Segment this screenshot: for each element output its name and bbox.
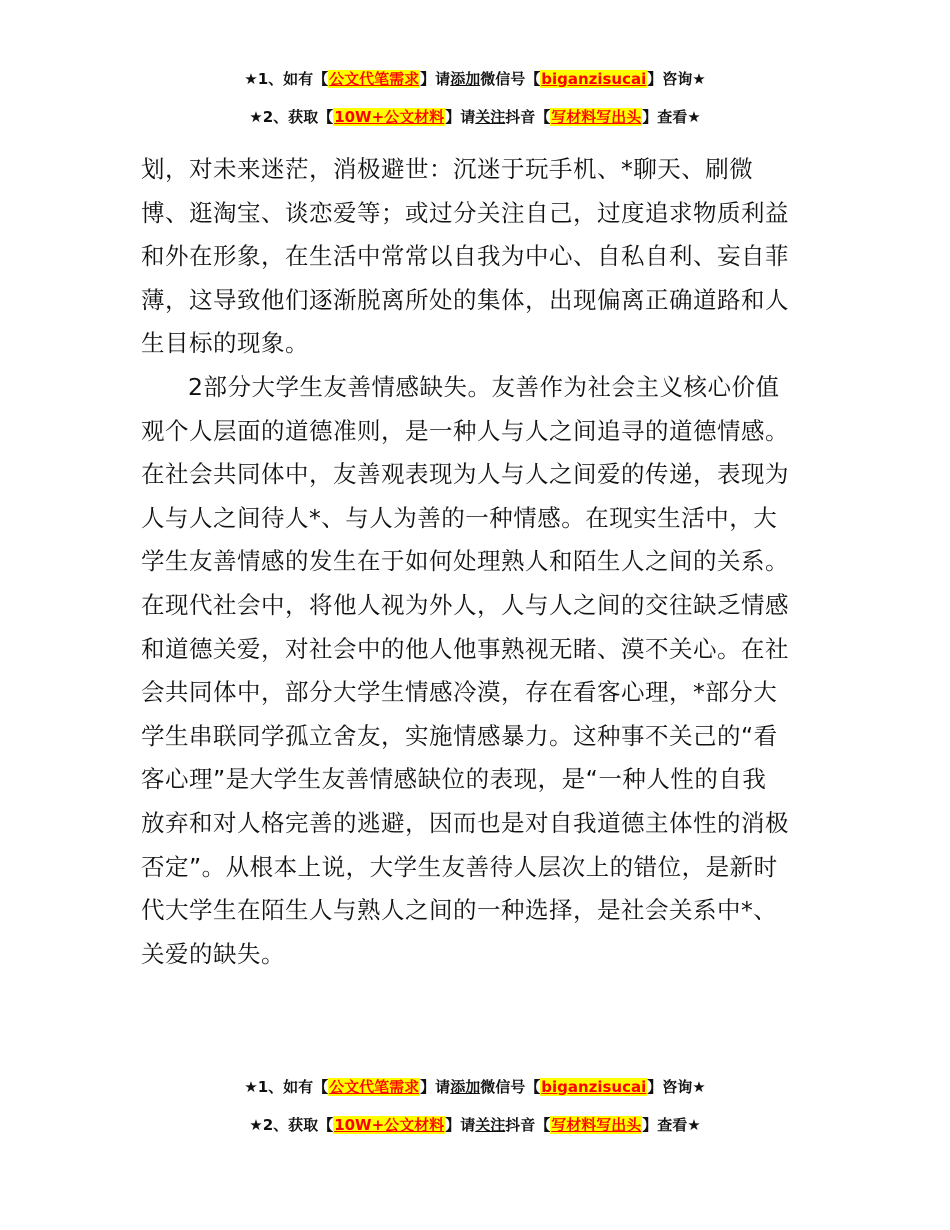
header-ad-line-2: [0, 107, 950, 127]
body-line: 和外在形象，在生活中常常以自我为中心、自私自利、妄自菲: [141, 242, 789, 271]
document-body: [141, 148, 813, 976]
header-line1-underlined: 添加: [450, 70, 481, 88]
body-line: 学生串联同学孤立舍友，实施情感暴力。这种事不关己的“看: [141, 721, 778, 750]
body-line: 学生友善情感的发生在于如何处理熟人和陌生人之间的关系。: [141, 547, 789, 576]
header-line2-highlight-materials: 10W+公文材料: [334, 108, 445, 126]
footer-line2-prefix: ★2、获取【: [249, 1116, 334, 1134]
body-line: 代大学生在陌生人与熟人之间的一种选择，是社会关系中*、: [141, 896, 778, 925]
footer-line2-mid1: 】请: [445, 1116, 476, 1134]
footer-ad-line-2: [0, 1115, 950, 1135]
header-line2-mid2: 抖音【: [505, 108, 551, 126]
footer-line2-highlight-douyin: 写材料写出头: [551, 1116, 642, 1134]
footer-line2-highlight-materials: 10W+公文材料: [334, 1116, 445, 1134]
header-ad-line-1: [0, 69, 950, 89]
body-line: 薄，这导致他们逐渐脱离所处的集体，出现偏离正确道路和人: [141, 285, 789, 314]
header-line1-highlight-service: 公文代笔需求: [329, 70, 420, 88]
body-line: 划，对未来迷茫，消极避世：沉迷于玩手机、*聊天、刷微: [141, 155, 754, 183]
footer-line1-highlight-service: 公文代笔需求: [329, 1078, 420, 1096]
header-line1-highlight-wechat: biganzisucai: [541, 70, 647, 88]
body-line: 客心理”是大学生友善情感缺位的表现，是“一种人性的自我: [141, 765, 767, 794]
footer-line2-suffix: 】查看★: [642, 1116, 701, 1134]
footer-line2-mid2: 抖音【: [505, 1116, 551, 1134]
footer-line1-prefix: ★1、如有【: [244, 1078, 329, 1096]
paragraph-start-line: 2部分大学生友善情感缺失。友善作为社会主义核心价值: [188, 372, 780, 401]
footer-ad-line-1: [0, 1077, 950, 1097]
header-line2-prefix: ★2、获取【: [249, 108, 334, 126]
body-line: 在现代社会中，将他人视为外人，人与人之间的交往缺乏情感: [141, 590, 789, 619]
header-line2-suffix: 】查看★: [642, 108, 701, 126]
header-line2-highlight-douyin: 写材料写出头: [551, 108, 642, 126]
header-line1-suffix: 】咨询★: [647, 70, 706, 88]
body-line: 放弃和对人格完善的逃避，因而也是对自我道德主体性的消极: [141, 808, 789, 837]
footer-line1-suffix: 】咨询★: [647, 1078, 706, 1096]
footer-line1-highlight-wechat: biganzisucai: [541, 1078, 647, 1096]
body-line: 会共同体中，部分大学生情感冷漠，存在看客心理，*部分大: [141, 678, 778, 707]
header-line1-mid1: 】请: [420, 70, 451, 88]
footer-line1-mid1: 】请: [420, 1078, 451, 1096]
body-line: 在社会共同体中，友善观表现为人与人之间爱的传递，表现为: [141, 460, 789, 489]
body-line: 和道德关爱，对社会中的他人他事熟视无睹、漠不关心。在社: [141, 634, 789, 663]
header-line2-mid1: 】请: [445, 108, 476, 126]
header-line2-underlined: 关注: [475, 108, 506, 126]
footer-line1-mid2: 微信号【: [480, 1078, 541, 1096]
body-line: 人与人之间待人*、与人为善的一种情感。在现实生活中，大: [141, 503, 778, 532]
header-line1-prefix: ★1、如有【: [244, 70, 329, 88]
header-line1-mid2: 微信号【: [480, 70, 541, 88]
footer-line2-underlined: 关注: [475, 1116, 506, 1134]
body-line: 否定”。从根本上说，大学生友善待人层次上的错位，是新时: [141, 852, 778, 881]
body-line: 关爱的缺失。: [141, 939, 285, 968]
body-line: 博、逛淘宝、谈恋爱等；或过分关注自己，过度追求物质利益: [141, 198, 789, 227]
footer-line1-underlined: 添加: [450, 1078, 481, 1096]
body-line: 生目标的现象。: [141, 329, 309, 358]
body-line: 观个人层面的道德准则，是一种人与人之间追寻的道德情感。: [141, 416, 789, 445]
